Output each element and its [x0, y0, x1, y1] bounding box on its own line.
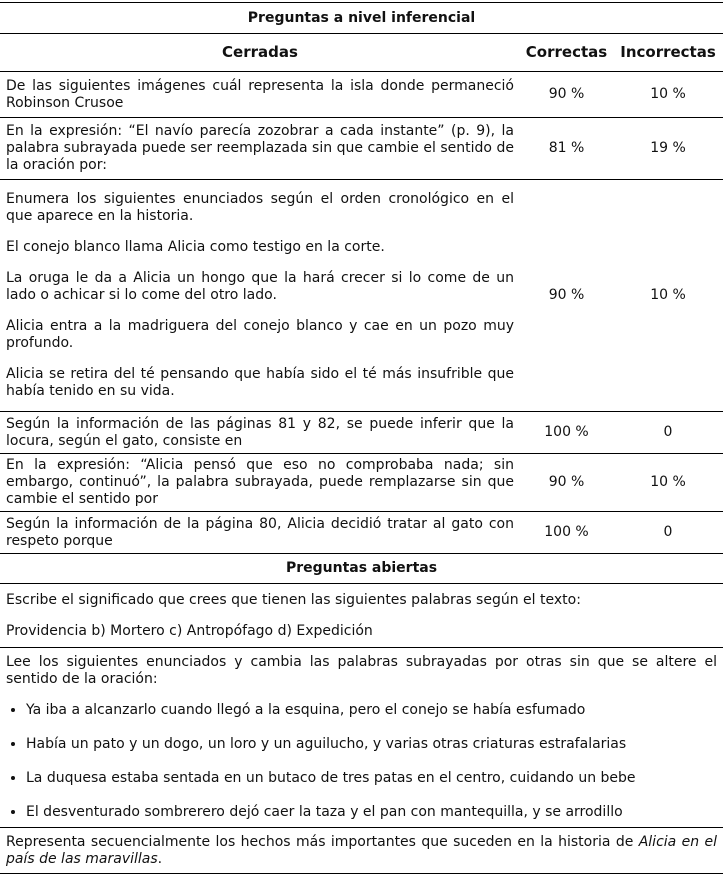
table-row [0, 118, 723, 180]
open-question-words: Providencia b) Mortero c) Antropófago d) Expedición [6, 622, 373, 639]
list-item: • Había un pato y un dogo, un loro y un aguilucho, y varias otras criaturas estrafalarias [26, 736, 717, 753]
incorrect-percent: 10 % [613, 72, 723, 118]
correct-percent: 90 % [520, 454, 613, 512]
open-question [0, 584, 723, 648]
table-row [0, 454, 723, 512]
question-paragraph: El conejo blanco llama Alicia como testigo en la corte. [6, 239, 385, 255]
incorrect-percent: 0 [613, 512, 723, 554]
open-question [0, 648, 723, 828]
question-text [0, 180, 520, 412]
open-question-suffix: . [157, 850, 163, 867]
list-item: • Ya iba a alcanzarlo cuando llegó a la esquina, pero el conejo se había esfumado [26, 702, 717, 719]
open-question [0, 828, 723, 874]
correct-percent: 90 % [520, 180, 613, 412]
col-header-correctas: Correctas [520, 34, 613, 72]
correct-percent: 81 % [520, 118, 613, 180]
column-header-row [0, 34, 723, 72]
question-paragraph: Alicia entra a la madriguera del conejo blanco y cae en un pozo muy profundo. [6, 318, 514, 351]
table-row [0, 412, 723, 454]
question-paragraph: La oruga le da a Alicia un hongo que la hará crecer si lo come de un lado o achicar si lo come del otro lado. [6, 270, 514, 303]
col-header-cerradas: Cerradas [0, 34, 520, 72]
question-text: Según la información de las páginas 81 y 82, se puede inferir que la locura, según el gato, consiste en [0, 412, 520, 454]
question-paragraph: Alicia se retira del té pensando que había sido el té más insufrible que había tenido en su vida. [6, 366, 514, 399]
section-title-inferencial: Preguntas a nivel inferencial [0, 3, 723, 34]
open-question-text: Escribe el significado que crees que tienen las siguientes palabras según el texto: [6, 591, 581, 608]
incorrect-percent: 0 [613, 412, 723, 454]
correct-percent: 90 % [520, 72, 613, 118]
question-text: De las siguientes imágenes cuál representa la isla donde permaneció Robinson Crusoe [0, 72, 520, 118]
col-header-incorrectas: Incorrectas [613, 34, 723, 72]
correct-percent: 100 % [520, 412, 613, 454]
table-row [0, 512, 723, 554]
table-row [0, 72, 723, 118]
question-text: En la expresión: “Alicia pensó que eso no comprobaba nada; sin embargo, continuó”, la palabra subrayada, puede remplazarse sin que cambie el sentido por [0, 454, 520, 512]
table-row [0, 584, 723, 648]
correct-percent: 100 % [520, 512, 613, 554]
book-title: Alicia en el país de las maravillas [6, 833, 718, 867]
question-text: Según la información de la página 80, Alicia decidió tratar al gato con respeto porque [0, 512, 520, 554]
question-paragraph: Enumera los siguientes enunciados según el orden cronológico en el que aparece en la historia. [6, 191, 514, 224]
results-table [0, 2, 723, 874]
incorrect-percent: 19 % [613, 118, 723, 180]
section-header-row [0, 554, 723, 584]
incorrect-percent: 10 % [613, 454, 723, 512]
section-header-row [0, 3, 723, 34]
question-text: En la expresión: “El navío parecía zozobrar a cada instante” (p. 9), la palabra subrayada puede ser reemplazada sin que cambie el sentido de la oración por: [0, 118, 520, 180]
table-row [0, 828, 723, 874]
sentence-list [6, 702, 717, 821]
open-question-text: Representa secuencialmente los hechos más importantes que suceden en la historia de [6, 833, 639, 850]
table-row [0, 180, 723, 412]
list-item: • El desventurado sombrerero dejó caer la taza y el pan con mantequilla, y se arrodillo [26, 804, 717, 821]
open-question-text: Lee los siguientes enunciados y cambia las palabras subrayadas por otras sin que se altere el sentido de la oración: [6, 654, 718, 687]
table-row [0, 648, 723, 828]
list-item: • La duquesa estaba sentada en un butaco de tres patas en el centro, cuidando un bebe [26, 770, 717, 787]
section-title-abiertas: Preguntas abiertas [0, 554, 723, 584]
incorrect-percent: 10 % [613, 180, 723, 412]
